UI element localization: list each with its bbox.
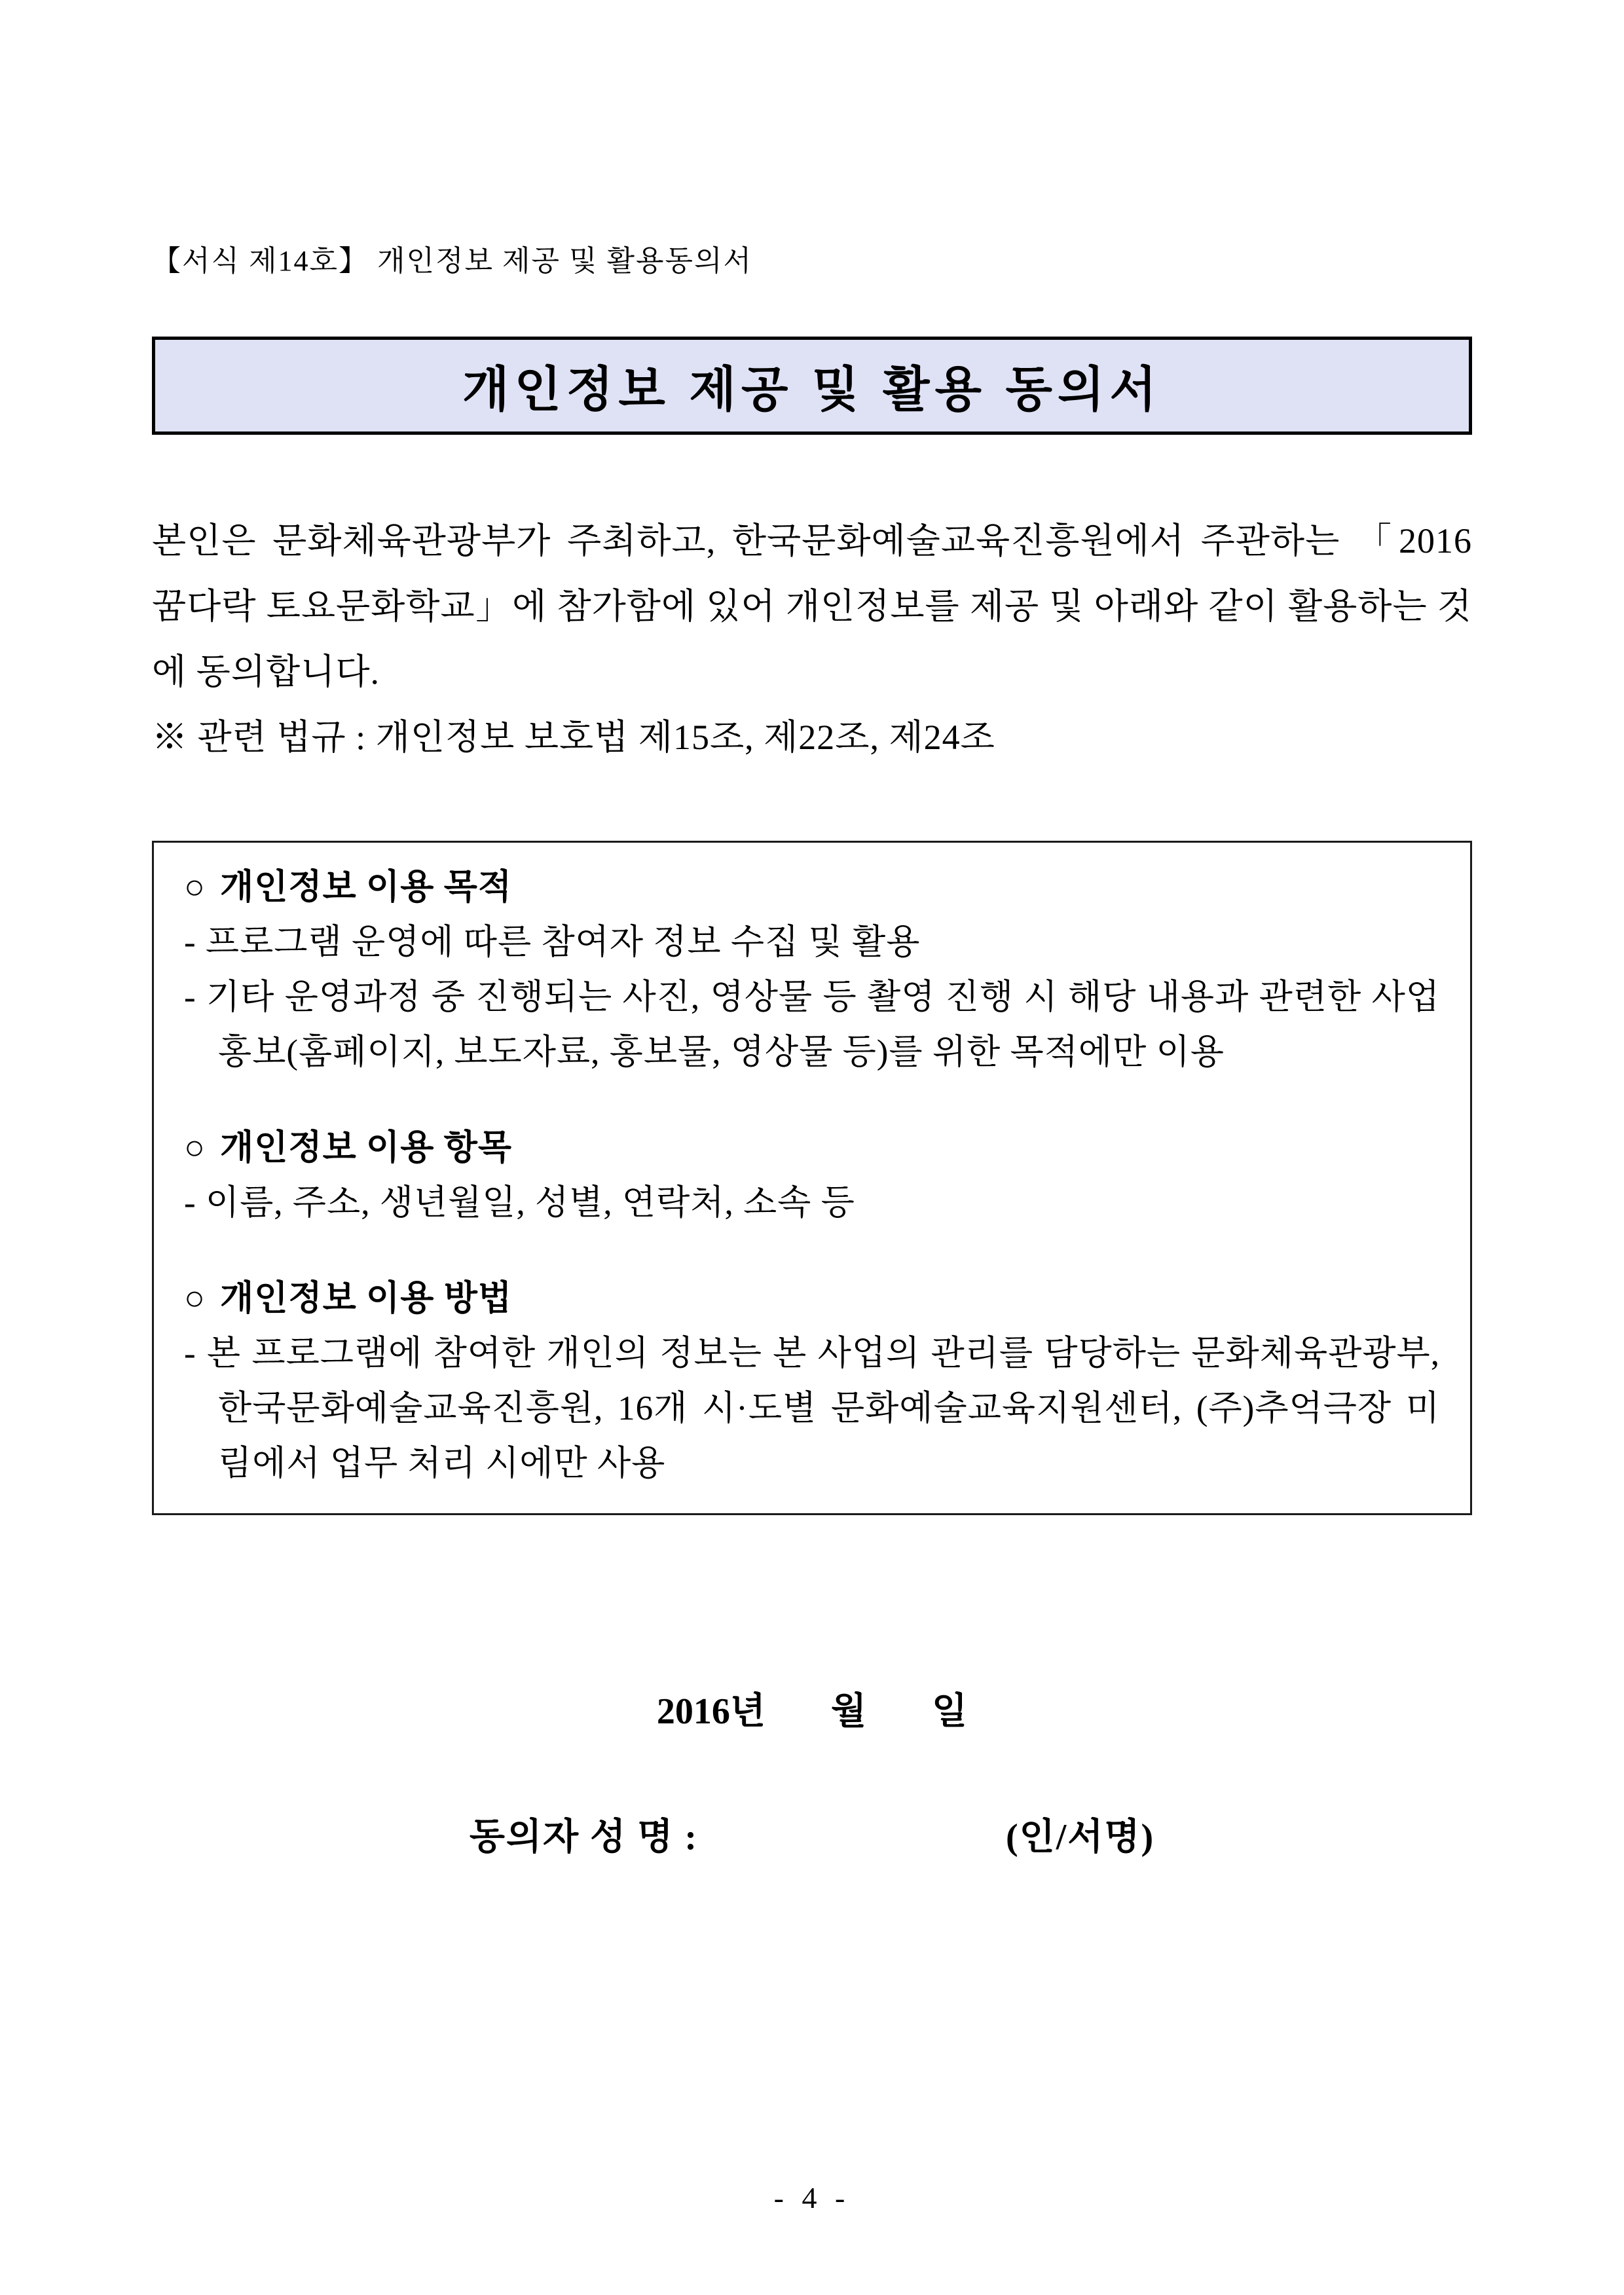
date-month: 월 [830, 1691, 867, 1732]
date-line [152, 1682, 1472, 1735]
dash-bullet: - [184, 978, 196, 1016]
circle-marker-icon: ○ [184, 1279, 206, 1317]
section-heading [184, 860, 1440, 915]
title-banner [152, 337, 1472, 435]
consent-box [152, 841, 1472, 1515]
section-item-text: 프로그램 운영에 따른 참여자 정보 수집 및 활용 [205, 923, 921, 961]
consent-section-items [184, 1120, 1440, 1230]
page-number: - 4 - [773, 2181, 851, 2214]
signature-name-space [698, 1848, 1006, 1849]
section-item [184, 970, 1440, 1080]
section-heading [184, 1120, 1440, 1175]
section-heading-text: 개인정보 이용 목적 [220, 868, 513, 906]
signature-label: 동의자 성 명 : [469, 1817, 698, 1858]
section-item [184, 1326, 1440, 1491]
dash-bullet: - [184, 923, 196, 961]
dash-bullet: - [184, 1184, 196, 1222]
form-label: 【서식 제14호】 개인정보 제공 및 활용동의서 [152, 245, 753, 277]
consent-section-method [184, 1271, 1440, 1491]
date-year: 2016년 [656, 1691, 766, 1732]
signature-line [152, 1808, 1472, 1860]
page-title: 개인정보 제공 및 활용 동의서 [462, 362, 1162, 416]
section-heading-text: 개인정보 이용 항목 [220, 1129, 513, 1167]
section-item [184, 915, 1440, 970]
circle-marker-icon: ○ [184, 868, 206, 906]
section-item-text: 본 프로그램에 참여한 개인의 정보는 본 사업의 관리를 담당하는 문화체육관광부, 한국문화예술교육진흥원, 16개 시·도별 문화예술교육지원센터, (주)추억극장 미림에서 업무 처리 시에만 사용 [206, 1334, 1440, 1482]
consent-section-purpose [184, 860, 1440, 1080]
intro-paragraph: 본인은 문화체육관광부가 주최하고, 한국문화예술교육진흥원에서 주관하는 「2016 꿈다락 토요문화학교」에 참가함에 있어 개인정보를 제공 및 아래와 같이 활용하는 것에 동의합니다. [152, 521, 1472, 691]
section-item-text: 이름, 주소, 생년월일, 성별, 연락처, 소속 등 [205, 1184, 855, 1222]
dash-bullet: - [184, 1334, 196, 1372]
section-heading-text: 개인정보 이용 방법 [220, 1279, 513, 1317]
section-heading [184, 1271, 1440, 1326]
section-item-text: 기타 운영과정 중 진행되는 사진, 영상물 등 촬영 진행 시 해당 내용과 관련한 사업 홍보(홈페이지, 보도자료, 홍보물, 영상물 등)를 위한 목적에만 이용 [206, 978, 1440, 1071]
section-item [184, 1175, 1440, 1230]
circle-marker-icon: ○ [184, 1129, 206, 1167]
date-day: 일 [932, 1691, 968, 1732]
signature-stamp-note: (인/서명) [1005, 1817, 1155, 1858]
related-law-note: ※ 관련 법규 : 개인정보 보호법 제15조, 제22조, 제24조 [152, 718, 995, 757]
